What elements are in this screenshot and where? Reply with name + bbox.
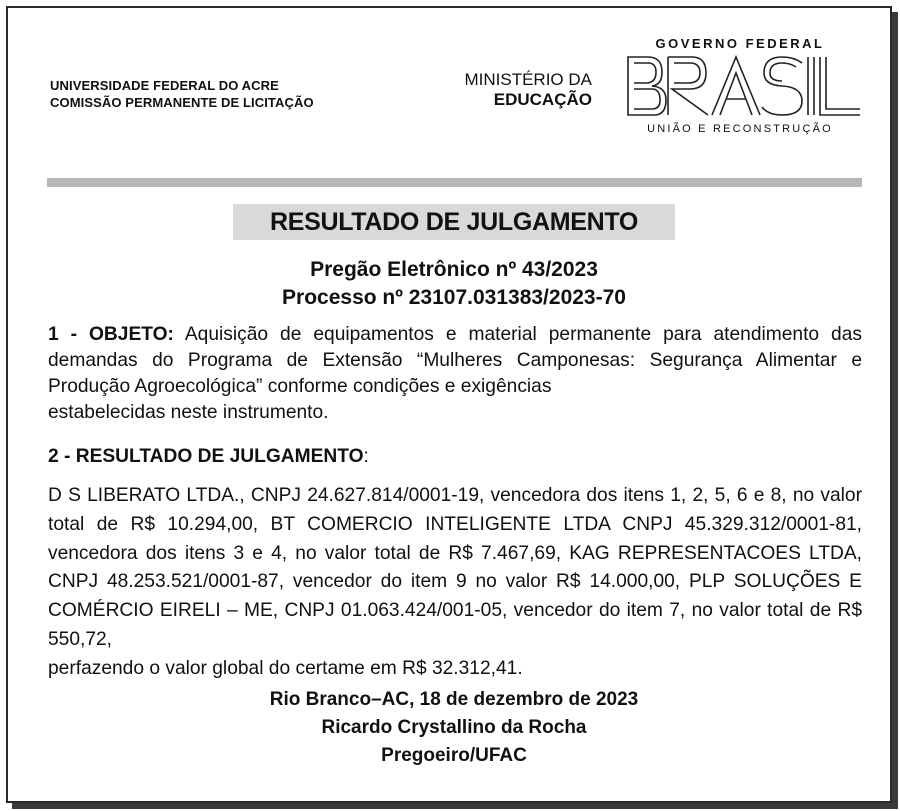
pregao-number: Pregão Eletrônico nº 43/2023	[310, 258, 598, 281]
ministry-logo	[440, 70, 592, 110]
signer-name: Ricardo Crystallino da Rocha	[321, 717, 587, 738]
university-name: UNIVERSIDADE FEDERAL DO ACRE	[50, 78, 279, 93]
section-resultado-label: 2 - RESULTADO DE JULGAMENTO	[48, 446, 364, 467]
ministry-line1: MINISTÉRIO DA	[464, 70, 592, 89]
process-number: Processo nº 23107.031383/2023-70	[282, 286, 626, 309]
institution-block	[50, 77, 314, 111]
commission-name: COMISSÃO PERMANENTE DE LICITAÇÃO	[50, 95, 314, 110]
brasil-logo-icon	[626, 55, 862, 117]
signature-block	[0, 686, 900, 770]
signer-role: Pregoeiro/UFAC	[381, 745, 527, 766]
section-resultado-text-tail: perfazendo o valor global do certame em R$ 32.312,41.	[48, 657, 523, 679]
section-resultado-text: D S LIBERATO LTDA., CNPJ 24.627.814/0001-19, vencedora dos itens 1, 2, 5, 6 e 8, no valor total de R$ 10.294,00, BT COMERCIO INTELIGENTE LTDA CNPJ 45.329.312/0001-81, vencedora dos itens 3 e 4, no valor total de R$ 7.467,69, KAG REPRESENTACOES LTDA, CNPJ 48.253.521/0001-87, vencedor do item 9 no valor R$ 14.000,00, PLP SOLUÇÕES E COMÉRCIO EIRELI – ME, CNPJ 01.063.424/001-05, vencedor do item 7, no valor total de R$ 550,72,	[48, 485, 862, 650]
place-date: Rio Branco–AC, 18 de dezembro de 2023	[269, 689, 639, 710]
section-objeto-text: Aquisição de equipamentos e material permanente para atendimento das demandas do Programa de Extensão “Mulheres Camponesas: Segurança Alimentar e Produção Agroecológica” conforme condições e exigências	[48, 324, 862, 397]
ministry-line2: EDUCAÇÃO	[493, 90, 592, 109]
section-objeto-label: 1 - OBJETO:	[48, 324, 174, 345]
section-objeto	[48, 322, 862, 426]
section-resultado-colon: :	[363, 446, 369, 467]
section-resultado-heading	[48, 444, 862, 470]
section-objeto-text-tail: estabelecidas neste instrumento.	[48, 402, 329, 423]
gov-bottom-text: UNIÃO E RECONSTRUÇÃO	[647, 123, 833, 135]
gov-top-text: GOVERNO FEDERAL	[655, 36, 825, 51]
section-resultado-body	[48, 482, 862, 684]
government-logo	[620, 36, 860, 135]
header-divider	[47, 178, 862, 187]
page-title: RESULTADO DE JULGAMENTO	[269, 208, 639, 236]
frame-shadow-bottom	[12, 803, 898, 809]
